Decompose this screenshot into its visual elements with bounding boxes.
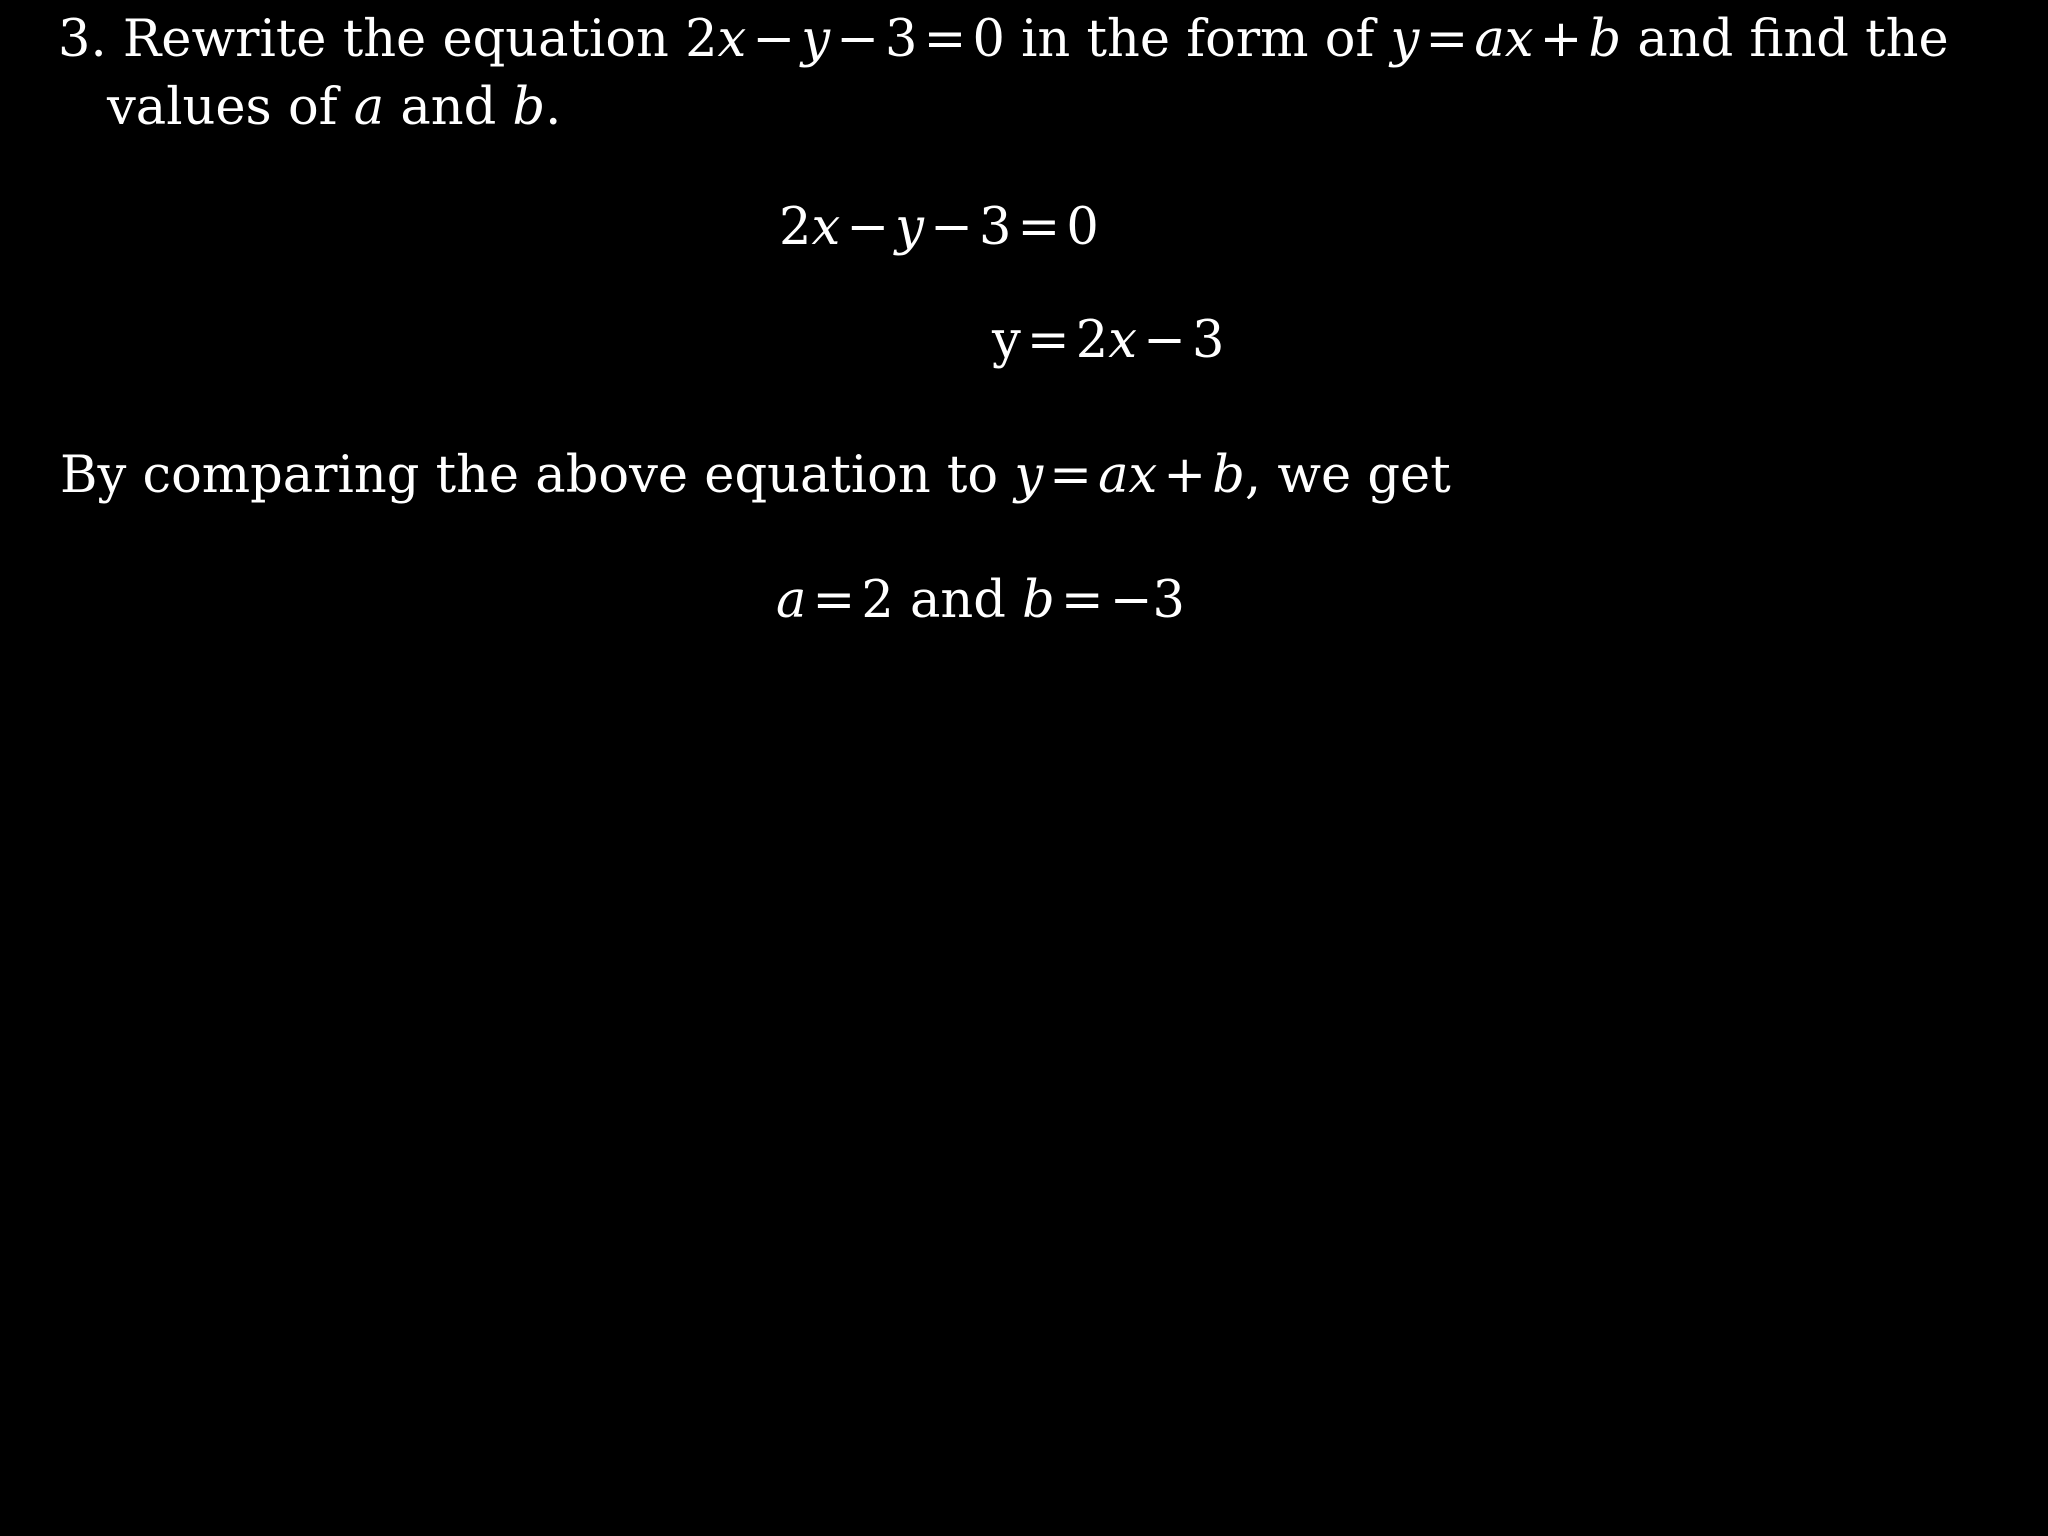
question-number: 3. (58, 10, 107, 69)
result-values: a = 2 and b = −3 (776, 571, 1185, 630)
question-prompt-start: Rewrite the equation (122, 10, 669, 69)
question-prompt-end: and find the (1637, 10, 1949, 69)
comparison-form: y = ax + b (1014, 446, 1245, 505)
question-prompt-mid: in the form of (1021, 10, 1375, 69)
given-equation: 2x − y − 3 = 0 (685, 10, 1005, 69)
step-2-equation: y = 2x − 3 (992, 311, 1225, 370)
comparison-statement: By comparing the above equation to y = ax + b, we get (60, 446, 1451, 505)
question-line-2: values of a and b. (107, 78, 562, 137)
step-1-equation: 2x − y − 3 = 0 (779, 198, 1099, 257)
question-line-1 (58, 10, 1949, 69)
variable-a: a (353, 78, 385, 137)
target-form: y = ax + b (1390, 10, 1622, 69)
variable-b: b (512, 78, 546, 137)
